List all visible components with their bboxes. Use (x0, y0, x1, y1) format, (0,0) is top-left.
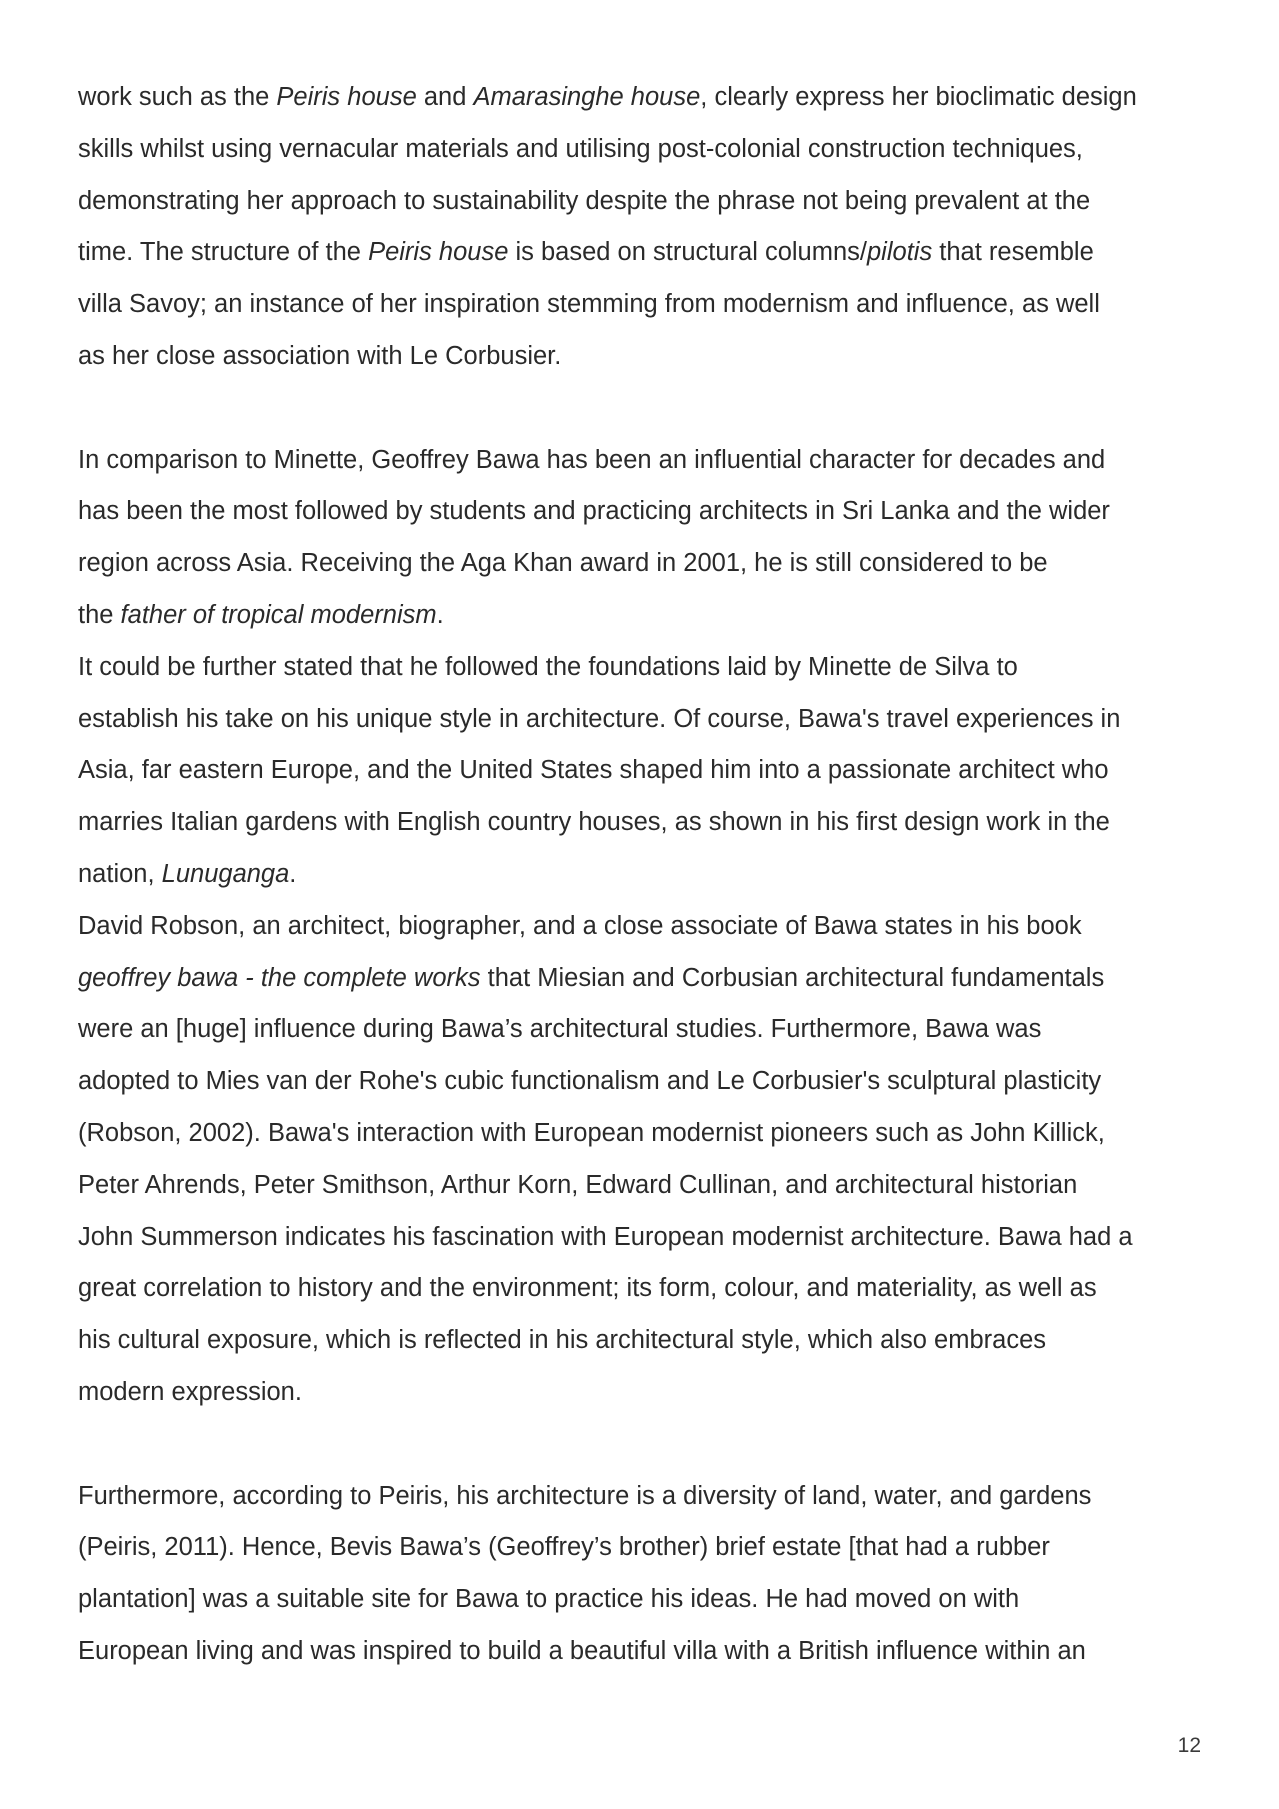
text-line (78, 176, 1218, 228)
text-line (78, 1471, 1218, 1523)
text-run: great correlation to history and the environment; its form, colour, and materiality, as well as (78, 1274, 1097, 1303)
text-line (78, 331, 1218, 383)
text-line (78, 124, 1218, 176)
text-run: were an [huge] influence during Bawa’s architectural studies. Furthermore, Bawa was (78, 1015, 1042, 1044)
paragraph (78, 435, 1218, 1419)
text-line (78, 1004, 1218, 1056)
text-line (78, 642, 1218, 694)
text-run: that Miesian and Corbusian architectural fundamentals (480, 963, 1105, 992)
text-line (78, 1315, 1218, 1367)
text-run: region across Asia. Receiving the Aga Khan award in 2001, he is still considered to be (78, 549, 1048, 578)
text-run: modern expression. (78, 1377, 302, 1406)
text-line (78, 1522, 1218, 1574)
text-run: (Peiris, 2011). Hence, Bevis Bawa’s (Geoffrey’s brother) brief estate [that had a rubber (78, 1533, 1050, 1562)
text-run: marries Italian gardens with English country houses, as shown in his first design work in the (78, 808, 1110, 837)
text-line (78, 797, 1218, 849)
text-run: European living and was inspired to build a beautiful villa with a British influence within an (78, 1636, 1086, 1665)
text-line (78, 745, 1218, 797)
text-run: as her close association with Le Corbusier. (78, 341, 562, 370)
text-run: plantation] was a suitable site for Bawa to practice his ideas. He had moved on with (78, 1585, 1020, 1614)
italic-text: geoffrey bawa - the complete works (78, 963, 481, 992)
text-line (78, 849, 1218, 901)
text-run: Furthermore, according to Peiris, his architecture is a diversity of land, water, and gardens (78, 1481, 1092, 1510)
italic-text: Lunuganga (161, 859, 290, 888)
text-line (78, 694, 1218, 746)
italic-text: Peiris house (276, 83, 417, 111)
text-run: David Robson, an architect, biographer, and a close associate of Bawa states in his book (78, 911, 1082, 940)
text-run: has been the most followed by students and practicing architects in Sri Lanka and the wider (78, 497, 1110, 526)
text-run: demonstrating her approach to sustainability despite the phrase not being prevalent at the (78, 186, 1091, 215)
text-line (78, 1160, 1218, 1212)
text-run: . (436, 600, 444, 629)
text-run: Peter Ahrends, Peter Smithson, Arthur Korn, Edward Cullinan, and architectural historian (78, 1170, 1078, 1199)
text-run: . (289, 859, 297, 888)
paragraph-gap (78, 383, 1218, 435)
text-line (78, 1263, 1218, 1315)
text-line (78, 1367, 1218, 1419)
paragraph (78, 1471, 1218, 1678)
text-run: that resemble (932, 238, 1094, 267)
text-run: It could be further stated that he followed the foundations laid by Minette de Silva to (78, 652, 1018, 681)
text-run: work such as the (78, 83, 277, 111)
text-run: (Robson, 2002). Bawa's interaction with European modernist pioneers such as John Killick, (78, 1118, 1105, 1147)
text-line (78, 279, 1218, 331)
text-line (78, 1056, 1218, 1108)
italic-text: father of tropical modernism (120, 600, 437, 629)
text-run: nation, (78, 859, 162, 888)
paragraph (78, 72, 1218, 383)
body-text (78, 72, 1218, 1678)
text-line (78, 1108, 1218, 1160)
text-line (78, 1574, 1218, 1626)
text-run: In comparison to Minette, Geoffrey Bawa has been an influential character for decades and (78, 445, 1106, 474)
text-line (78, 953, 1218, 1005)
text-line (78, 590, 1218, 642)
paragraph-gap (78, 1419, 1218, 1471)
text-run: adopted to Mies van der Rohe's cubic functionalism and Le Corbusier's sculptural plasticity (78, 1067, 1102, 1096)
text-line (78, 901, 1218, 953)
italic-text: Peiris house (368, 238, 509, 267)
text-run: , clearly express her bioclimatic design (700, 83, 1137, 111)
text-line (78, 72, 1218, 124)
text-run: John Summerson indicates his fascination with European modernist architecture. Bawa had a (78, 1222, 1133, 1251)
text-line (78, 538, 1218, 590)
text-run: is based on structural columns/ (508, 238, 867, 267)
text-line (78, 1212, 1218, 1264)
text-line (78, 486, 1218, 538)
text-run: the (78, 600, 121, 629)
text-line (78, 227, 1218, 279)
text-line (78, 1626, 1218, 1678)
text-run: his cultural exposure, which is reflected in his architectural style, which also embraces (78, 1326, 1047, 1355)
page-number: 12 (1177, 1734, 1201, 1757)
text-run: skills whilst using vernacular materials and utilising post-colonial construction techniques, (78, 134, 1083, 163)
text-run: and (416, 83, 474, 111)
italic-text: Amarasinghe house (473, 83, 701, 111)
text-run: Asia, far eastern Europe, and the United States shaped him into a passionate architect who (78, 756, 1109, 785)
text-run: establish his take on his unique style in architecture. Of course, Bawa's travel experiences in (78, 704, 1121, 733)
text-run: time. The structure of the (78, 238, 369, 267)
italic-text: pilotis (867, 238, 933, 267)
text-run: villa Savoy; an instance of her inspiration stemming from modernism and influence, as well (78, 290, 1100, 319)
text-line (78, 435, 1218, 487)
